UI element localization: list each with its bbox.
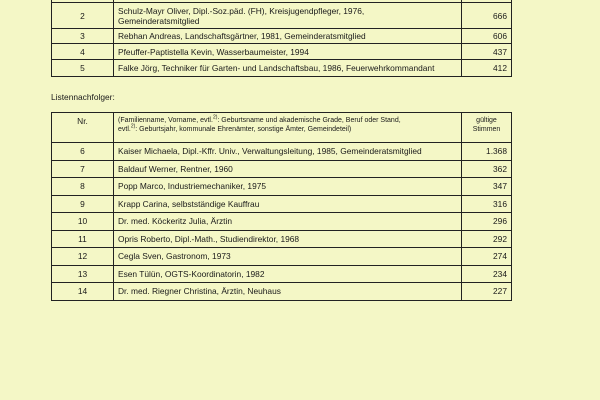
row-description: Pfeuffer-Paptistella Kevin, Wasserbaumeister, 1994 [114, 44, 462, 60]
row-number: 9 [52, 195, 114, 213]
row-description: Dr. med. Riegner Christina, Ärztin, Neuhaus [114, 283, 462, 301]
footnote-marker: 2) [130, 123, 136, 130]
row-number: 4 [52, 44, 114, 60]
row-number: 14 [52, 283, 114, 301]
row-votes: 606 [462, 29, 512, 44]
row-number: 8 [52, 178, 114, 196]
header-text: : Geburtsjahr, kommunale Ehrenämter, sonstige Ämter, Gemeindeteil) [135, 126, 352, 133]
header-description-line [118, 125, 457, 134]
table-header-row [52, 113, 512, 143]
header-votes-line: Stimmen [472, 126, 501, 133]
header-votes-line: gültige [476, 117, 497, 124]
row-votes: 362 [462, 160, 512, 178]
row-description [114, 3, 462, 29]
row-description: Popp Marco, Industriemechaniker, 1975 [114, 178, 462, 196]
row-number: 12 [52, 248, 114, 266]
header-description-line [118, 116, 457, 125]
successors-heading: Listennachfolger: [51, 92, 115, 102]
row-description: Opris Roberto, Dipl.-Math., Studiendirektor, 1968 [114, 230, 462, 248]
row-number: 7 [52, 160, 114, 178]
header-text: evtl. [118, 126, 131, 133]
row-description: Krapp Carina, selbstständige Kauffrau [114, 195, 462, 213]
row-number: 10 [52, 213, 114, 231]
row-description: Dr. med. Köckeritz Julia, Ärztin [114, 213, 462, 231]
header-number: Nr. [52, 113, 114, 143]
row-votes: 437 [462, 44, 512, 60]
table-row [52, 283, 512, 301]
row-number: 6 [52, 143, 114, 161]
row-votes: 292 [462, 230, 512, 248]
row-number: 5 [52, 60, 114, 77]
row-description: Falke Jörg, Techniker für Garten- und Landschaftsbau, 1986, Feuerwehrkommandant [114, 60, 462, 77]
candidate-table [51, 0, 512, 77]
row-votes: 234 [462, 265, 512, 283]
row-number: 3 [52, 29, 114, 44]
row-votes: 296 [462, 213, 512, 231]
table-row [52, 178, 512, 196]
header-text: (Familienname, Vorname, evtl. [118, 117, 213, 124]
table-row [52, 265, 512, 283]
table-row [52, 213, 512, 231]
row-description: Esen Tülün, OGTS-Koordinatorin, 1982 [114, 265, 462, 283]
row-votes: 274 [462, 248, 512, 266]
table-row [52, 195, 512, 213]
row-votes: 347 [462, 178, 512, 196]
row-description-line: Gemeinderatsmitglied [118, 15, 200, 26]
table-row [52, 160, 512, 178]
row-description: Cegla Sven, Gastronom, 1973 [114, 248, 462, 266]
row-description: Kaiser Michaela, Dipl.-Kffr. Univ., Verwaltungsleitung, 1985, Gemeinderatsmitglied [114, 143, 462, 161]
table-row [52, 143, 512, 161]
row-votes: 1.368 [462, 143, 512, 161]
table-row [52, 3, 512, 29]
table-row [52, 248, 512, 266]
row-number: 11 [52, 230, 114, 248]
table-row [52, 44, 512, 60]
table-row [52, 230, 512, 248]
row-description: Baldauf Werner, Rentner, 1960 [114, 160, 462, 178]
row-description-line: Schulz-Mayr Oliver, Dipl.-Soz.päd. (FH), Kreisjugendpfleger, 1976, [118, 5, 365, 16]
row-votes: 412 [462, 60, 512, 77]
header-description [114, 113, 462, 143]
row-number: 2 [52, 3, 114, 29]
header-text: : Geburtsname und akademische Grade, Beruf oder Stand, [217, 117, 401, 124]
row-votes: 666 [462, 3, 512, 29]
table-row [52, 60, 512, 77]
row-votes: 316 [462, 195, 512, 213]
footnote-marker: 2) [212, 114, 218, 121]
header-votes [462, 113, 512, 143]
row-description: Rebhan Andreas, Landschaftsgärtner, 1981, Gemeinderatsmitglied [114, 29, 462, 44]
successors-table [51, 112, 512, 301]
row-number: 13 [52, 265, 114, 283]
row-votes: 227 [462, 283, 512, 301]
table-row [52, 29, 512, 44]
